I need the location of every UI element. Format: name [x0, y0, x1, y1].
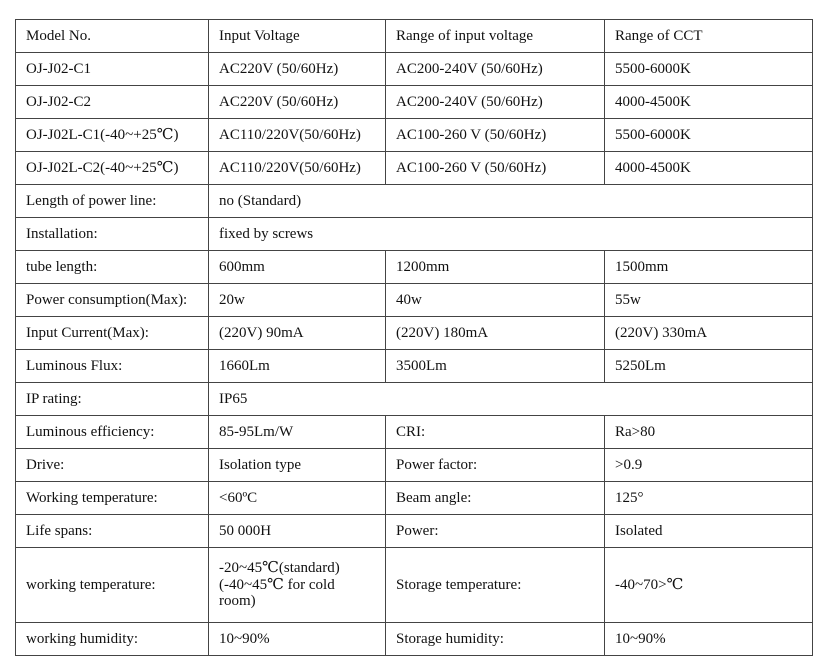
- row-value: 55w: [605, 284, 813, 317]
- row-value: -40~70>℃: [605, 548, 813, 623]
- row-label: Luminous efficiency:: [16, 416, 209, 449]
- row-label: working humidity:: [16, 623, 209, 656]
- row-label: Power consumption(Max):: [16, 284, 209, 317]
- table-row: [16, 449, 813, 482]
- row-label: Working temperature:: [16, 482, 209, 515]
- cct-cell: 5500-6000K: [605, 53, 813, 86]
- cct-cell: 4000-4500K: [605, 86, 813, 119]
- row-value: 85-95Lm/W: [209, 416, 386, 449]
- row-label: Storage humidity:: [386, 623, 605, 656]
- cct-cell: 5500-6000K: [605, 119, 813, 152]
- value-line: -20~45℃(standard): [219, 560, 340, 577]
- header-input-voltage: Input Voltage: [209, 20, 386, 53]
- header-range-input-voltage: Range of input voltage: [386, 20, 605, 53]
- row-value: no (Standard): [209, 185, 813, 218]
- row-value: fixed by screws: [209, 218, 813, 251]
- row-value: 10~90%: [209, 623, 386, 656]
- table-row: [16, 383, 813, 416]
- row-value: Isolation type: [209, 449, 386, 482]
- range-cell: AC200-240V (50/60Hz): [386, 86, 605, 119]
- row-value: (220V) 330mA: [605, 317, 813, 350]
- voltage-cell: AC220V (50/60Hz): [209, 86, 386, 119]
- row-label: Storage temperature:: [386, 548, 605, 623]
- table-row: [16, 86, 813, 119]
- row-value: IP65: [209, 383, 813, 416]
- header-range-cct: Range of CCT: [605, 20, 813, 53]
- table-row: [16, 623, 813, 656]
- voltage-cell: AC220V (50/60Hz): [209, 53, 386, 86]
- table-row: [16, 185, 813, 218]
- row-value: 125°: [605, 482, 813, 515]
- row-label: working temperature:: [16, 548, 209, 623]
- row-value: >0.9: [605, 449, 813, 482]
- table-row: [16, 416, 813, 449]
- table-header-row: [16, 20, 813, 53]
- voltage-cell: AC110/220V(50/60Hz): [209, 152, 386, 185]
- spec-sheet: [15, 19, 813, 656]
- table-row: [16, 515, 813, 548]
- table-row: [16, 251, 813, 284]
- range-cell: AC100-260 V (50/60Hz): [386, 119, 605, 152]
- row-label: Life spans:: [16, 515, 209, 548]
- table-row: [16, 482, 813, 515]
- row-label: Drive:: [16, 449, 209, 482]
- table-row: [16, 152, 813, 185]
- row-value: 600mm: [209, 251, 386, 284]
- row-label: Power factor:: [386, 449, 605, 482]
- table-row: [16, 284, 813, 317]
- row-value: [209, 548, 386, 623]
- model-cell: OJ-J02L-C2(-40~+25℃): [16, 152, 209, 185]
- row-value: 1500mm: [605, 251, 813, 284]
- table-row: [16, 548, 813, 623]
- model-cell: OJ-J02-C1: [16, 53, 209, 86]
- row-label: Input Current(Max):: [16, 317, 209, 350]
- row-label: tube length:: [16, 251, 209, 284]
- table-row: [16, 350, 813, 383]
- header-model: Model No.: [16, 20, 209, 53]
- table-row: [16, 53, 813, 86]
- row-value: 3500Lm: [386, 350, 605, 383]
- model-cell: OJ-J02-C2: [16, 86, 209, 119]
- range-cell: AC200-240V (50/60Hz): [386, 53, 605, 86]
- table-row: [16, 119, 813, 152]
- row-label: Power:: [386, 515, 605, 548]
- row-value: 10~90%: [605, 623, 813, 656]
- row-label: Installation:: [16, 218, 209, 251]
- row-value: 5250Lm: [605, 350, 813, 383]
- model-cell: OJ-J02L-C1(-40~+25℃): [16, 119, 209, 152]
- cct-cell: 4000-4500K: [605, 152, 813, 185]
- row-label: Luminous Flux:: [16, 350, 209, 383]
- row-value: Ra>80: [605, 416, 813, 449]
- row-value: 1660Lm: [209, 350, 386, 383]
- row-label: CRI:: [386, 416, 605, 449]
- table-row: [16, 317, 813, 350]
- row-value: 1200mm: [386, 251, 605, 284]
- voltage-cell: AC110/220V(50/60Hz): [209, 119, 386, 152]
- row-value: 20w: [209, 284, 386, 317]
- row-value: 40w: [386, 284, 605, 317]
- row-value: 50 000H: [209, 515, 386, 548]
- row-label: Length of power line:: [16, 185, 209, 218]
- row-value: (220V) 90mA: [209, 317, 386, 350]
- specification-table: [15, 19, 813, 656]
- row-value: (220V) 180mA: [386, 317, 605, 350]
- row-label: Beam angle:: [386, 482, 605, 515]
- value-line: room): [219, 593, 256, 610]
- table-row: [16, 218, 813, 251]
- row-value: <60ºC: [209, 482, 386, 515]
- row-value: Isolated: [605, 515, 813, 548]
- range-cell: AC100-260 V (50/60Hz): [386, 152, 605, 185]
- value-line: (-40~45℃ for cold: [219, 576, 335, 593]
- row-label: IP rating:: [16, 383, 209, 416]
